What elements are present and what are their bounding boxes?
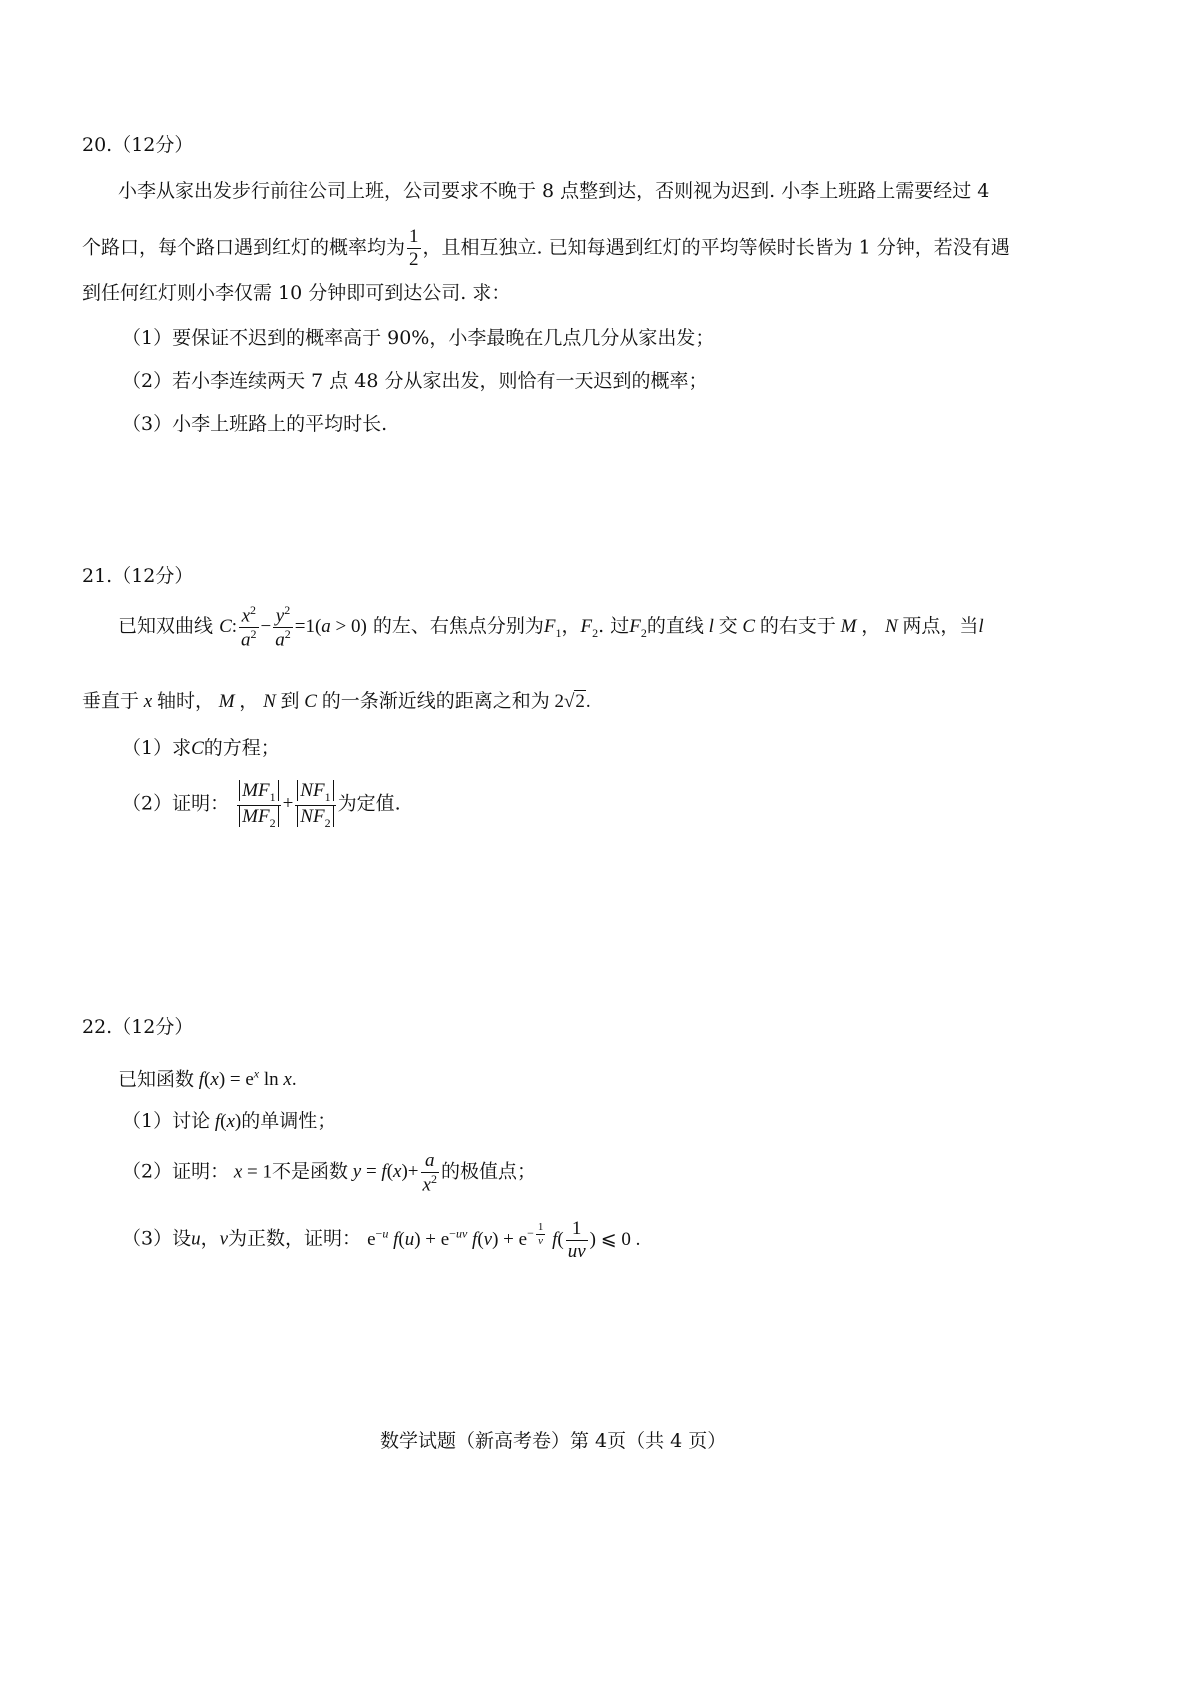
q20-paragraph-line3: 到任何红灯则小李仅需 10 分钟即可到达公司. 求： (82, 282, 511, 304)
q22-text: 为正数，证明： (228, 1227, 362, 1250)
q21-text: 为定值. (337, 792, 401, 815)
line-l: l (978, 616, 984, 638)
focus-f2: $F_2$ (580, 616, 599, 640)
f-of-x: f(x) (210, 1111, 242, 1132)
curve-c: C (191, 738, 204, 759)
point-n: N (258, 691, 281, 712)
q20-text: ，且相互独立. 已知每遇到红灯的平均等候时长皆为 1 分钟，若没有遇 (422, 236, 1010, 259)
q20-sub3: （3）小李上班路上的平均时长. (122, 413, 388, 435)
q21-text: 的直线 (646, 615, 704, 638)
q21-paragraph-line2 (82, 690, 591, 714)
q21-text: ， (239, 690, 259, 712)
two-root-two: 2√2. (549, 691, 591, 712)
q22-text: （1）讨论 (122, 1110, 211, 1132)
x-equals-one: x = 1 (229, 1161, 272, 1183)
page-footer: 数学试题（新高考卷）第 4页（共 4 页） (380, 1430, 727, 1452)
curve-c: C (737, 616, 760, 638)
q22-text: ， (200, 1227, 220, 1250)
inequality-expression: $e^{-u}$ $f(u) + e^{-uv}$ $f(v) + e^{- \frac{1}{v}}$ f( $\frac{1}{uv}$ ) ⩽ 0 . (367, 1218, 641, 1262)
q21-text: 的方程； (203, 737, 280, 759)
q22-text: 的极值点； (440, 1160, 536, 1183)
q20-sub1: （1）要保证不迟到的概率高于 90%，小李最晚在几点几分从家出发； (122, 327, 715, 349)
var-x: x (139, 691, 157, 712)
q22-text: 已知函数 (118, 1068, 195, 1091)
q21-text: . 过 (598, 615, 630, 638)
line-l: l (703, 616, 719, 638)
function-y-expression: y = f(x)+ $\frac{a}{x^2}$ (348, 1150, 437, 1196)
q22-text: （2）证明： (122, 1160, 230, 1183)
q21-sub2 (122, 780, 401, 830)
q20-sub2: （2）若小李连续两天 7 点 48 分从家出发，则恰有一天迟到的概率； (122, 370, 708, 392)
q22-sub2 (122, 1150, 536, 1196)
q21-text: 两点，当 (902, 615, 979, 638)
var-v: v (219, 1228, 229, 1250)
point-n: N (880, 616, 903, 638)
point-m: M (213, 691, 240, 712)
q22-text: 的单调性； (241, 1110, 337, 1132)
q21-text: 交 (718, 615, 738, 638)
q21-sub1 (122, 737, 280, 761)
function-definition: $f(x) = e^x$ ln x. (194, 1067, 297, 1091)
focus-f2: $F_2$ (629, 616, 647, 640)
q22-text: （3）设 (122, 1227, 192, 1250)
q21-paragraph-line1 (118, 604, 984, 651)
hyperbola-equation: C: $\frac{x^2}{a^2}$ − $\frac{y^2}{a^2}$ =1(a > 0) (219, 603, 367, 651)
q21-text: 的一条渐近线的距离之和为 (321, 690, 550, 712)
q22-text: 不是函数 (272, 1160, 349, 1183)
focus-f1: $F_1$ (543, 616, 562, 640)
q21-text: 的左、右焦点分别为 (372, 615, 544, 638)
q20-paragraph-line2 (82, 226, 1010, 271)
q21-text: 已知双曲线 (118, 615, 214, 638)
q21-text: 垂直于 (82, 690, 140, 712)
q22-sub1 (122, 1110, 336, 1134)
q21-number: 21.（12分） (82, 565, 194, 587)
q21-text: （2）证明： (122, 792, 230, 815)
curve-c: C (299, 691, 322, 712)
q21-text: 轴时， (156, 690, 214, 712)
q21-text: ， (561, 615, 581, 638)
ratio-sum-expression: $\frac{MF_1}{MF_2}$ + $\frac{NF_1}{NF_2}$ (235, 793, 337, 814)
q21-text: 到 (280, 690, 300, 712)
q21-text: （1）求 (122, 737, 192, 759)
q22-paragraph-line1 (118, 1067, 297, 1092)
q22-number: 22.（12分） (82, 1016, 194, 1038)
q20-number: 20.（12分） (82, 134, 194, 156)
q20-text: 个路口，每个路口遇到红灯的概率均为 (82, 236, 406, 259)
q22-sub3 (122, 1218, 640, 1263)
q20-paragraph-line1: 小李从家出发步行前往公司上班，公司要求不晚于 8 点整到达，否则视为迟到. 小李上班路上需要经过 4 (118, 180, 990, 202)
point-m: M (835, 616, 862, 638)
q21-text: ， (861, 615, 881, 638)
var-u: u (191, 1228, 201, 1250)
q21-text: 的右支于 (759, 615, 836, 638)
half-fraction: $\frac{1}{2}$ (409, 226, 419, 270)
